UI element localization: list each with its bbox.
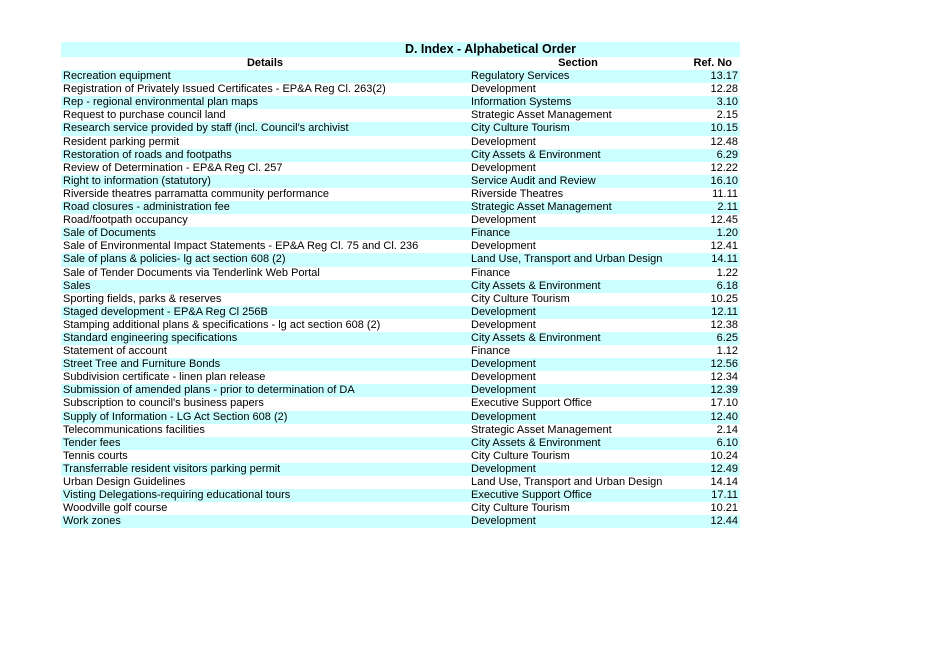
details-cell: Request to purchase council land	[63, 109, 226, 122]
section-cell: Service Audit and Review	[469, 175, 687, 188]
section-cell: Development	[471, 135, 536, 148]
details-cell: Sale of Tender Documents via Tenderlink Web Portal	[63, 266, 320, 279]
table-row	[61, 345, 740, 358]
table-row	[61, 411, 740, 424]
table-row	[61, 280, 740, 293]
section-cell: Development	[469, 463, 687, 476]
details-cell: Rep - regional environmental plan maps	[61, 96, 469, 109]
table-row	[61, 384, 740, 397]
section-cell: Finance	[469, 227, 687, 240]
table-row	[61, 253, 740, 266]
index-table	[61, 57, 740, 528]
ref-no-cell: 17.10	[710, 397, 738, 410]
ref-no-cell: 6.10	[687, 437, 740, 450]
ref-no-cell: 12.45	[710, 214, 738, 227]
ref-no-cell: 2.15	[716, 109, 738, 122]
page-title: D. Index - Alphabetical Order	[61, 42, 740, 57]
section-cell: Land Use, Transport and Urban Design	[471, 476, 663, 488]
details-cell: Supply of Information - LG Act Section 608 (2)	[61, 411, 469, 424]
details-cell: Street Tree and Furniture Bonds	[61, 358, 469, 371]
details-cell: Sporting fields, parks & reserves	[63, 292, 222, 305]
ref-no-cell: 10.24	[710, 449, 738, 462]
section-cell: Executive Support Office	[469, 489, 687, 502]
ref-no-cell: 3.10	[687, 96, 740, 109]
section-cell: Development	[471, 371, 536, 384]
section-cell: Development	[471, 318, 536, 331]
section-cell: Development	[469, 358, 687, 371]
table-row	[61, 136, 740, 149]
ref-no-cell: 12.49	[687, 463, 740, 476]
table-row	[61, 450, 740, 463]
ref-no-cell: 12.39	[687, 384, 740, 397]
section-cell: Strategic Asset Management	[471, 423, 612, 436]
details-cell: Tender fees	[61, 437, 469, 450]
section-cell: Development	[471, 240, 536, 253]
table-row	[61, 188, 740, 201]
section-cell: Information Systems	[469, 96, 687, 109]
section-cell: City Culture Tourism	[469, 122, 687, 135]
section-cell: Land Use, Transport and Urban Design	[469, 253, 687, 266]
ref-no-cell: 12.56	[687, 358, 740, 371]
ref-no-cell: 10.21	[710, 502, 738, 515]
details-cell: Resident parking permit	[63, 135, 180, 148]
details-cell: Sale of plans & policies- lg act section 608 (2)	[61, 253, 469, 266]
ref-no-cell: 16.10	[687, 175, 740, 188]
section-cell: City Culture Tourism	[471, 502, 570, 515]
details-cell: Statement of account	[63, 345, 167, 358]
ref-no-cell: 6.25	[687, 332, 740, 345]
header-ref-no: Ref. No	[693, 57, 732, 69]
details-cell: Subdivision certificate - linen plan release	[63, 371, 266, 384]
details-cell: Standard engineering specifications	[61, 332, 469, 345]
table-row	[61, 397, 740, 410]
table-row	[61, 96, 740, 109]
ref-no-cell: 10.25	[710, 292, 738, 305]
details-cell: Riverside theatres parramatta community performance	[63, 187, 329, 200]
table-row	[61, 319, 740, 332]
table-row	[61, 175, 740, 188]
details-cell: Restoration of roads and footpaths	[61, 149, 469, 162]
details-cell: Stamping additional plans & specifications - lg act section 608 (2)	[63, 318, 381, 331]
index-body	[61, 70, 740, 528]
ref-no-cell: 11.11	[712, 187, 738, 200]
table-row	[61, 515, 740, 528]
section-cell: City Culture Tourism	[471, 449, 570, 462]
ref-no-cell: 12.48	[710, 135, 738, 148]
ref-no-cell: 12.38	[710, 318, 738, 331]
table-row	[61, 162, 740, 175]
ref-no-cell: 12.28	[710, 83, 738, 96]
section-cell: Strategic Asset Management	[469, 201, 687, 214]
table-row	[61, 201, 740, 214]
details-cell: Work zones	[61, 515, 469, 528]
details-cell: Submission of amended plans - prior to determination of DA	[61, 384, 469, 397]
section-cell: Development	[469, 515, 687, 528]
section-cell: City Assets & Environment	[469, 280, 687, 293]
table-row	[61, 214, 740, 227]
table-row	[61, 267, 740, 280]
table-row	[61, 227, 740, 240]
details-cell: Sale of Environmental Impact Statements - EP&A Reg Cl. 75 and Cl. 236	[63, 240, 419, 253]
section-cell: Strategic Asset Management	[471, 109, 612, 122]
table-row	[61, 463, 740, 476]
table-row	[61, 149, 740, 162]
table-row	[61, 424, 740, 437]
details-cell: Review of Determination - EP&A Reg Cl. 257	[63, 161, 283, 174]
details-cell: Visting Delegations-requiring educational tours	[61, 489, 469, 502]
table-row	[61, 109, 740, 122]
table-row	[61, 70, 740, 83]
table-row	[61, 332, 740, 345]
ref-no-cell: 12.40	[687, 411, 740, 424]
section-cell: Development	[471, 83, 536, 96]
details-cell: Road closures - administration fee	[61, 201, 469, 214]
section-cell: City Assets & Environment	[469, 437, 687, 450]
table-row	[61, 293, 740, 306]
table-row	[61, 306, 740, 319]
header-section: Section	[558, 57, 598, 69]
header-details: Details	[246, 57, 284, 69]
details-cell: Registration of Privately Issued Certificates - EP&A Reg Cl. 263(2)	[63, 83, 386, 96]
table-row	[61, 502, 740, 515]
table-row	[61, 476, 740, 489]
section-cell: Riverside Theatres	[471, 187, 564, 200]
section-cell: Finance	[471, 345, 511, 358]
table-row	[61, 371, 740, 384]
ref-no-cell: 2.11	[687, 201, 740, 214]
details-cell: Woodville golf course	[63, 502, 168, 515]
ref-no-cell: 6.29	[687, 149, 740, 162]
section-cell: Development	[469, 306, 687, 319]
details-cell: Telecommunications facilities	[63, 423, 205, 436]
table-row	[61, 437, 740, 450]
ref-no-cell: 12.11	[687, 306, 740, 319]
ref-no-cell: 10.15	[687, 122, 740, 135]
details-cell: Urban Design Guidelines	[63, 476, 186, 488]
section-cell: City Assets & Environment	[469, 149, 687, 162]
details-cell: Sales	[61, 280, 469, 293]
section-cell: City Culture Tourism	[471, 292, 570, 305]
details-cell: Staged development - EP&A Reg Cl 256B	[61, 306, 469, 319]
ref-no-cell: 14.14	[710, 476, 738, 488]
section-cell: Regulatory Services	[469, 70, 687, 83]
section-cell: Development	[469, 411, 687, 424]
details-cell: Transferrable resident visitors parking permit	[61, 463, 469, 476]
table-row	[61, 83, 740, 96]
header-row	[61, 57, 740, 70]
details-cell: Research service provided by staff (incl. Council's archivist	[61, 122, 469, 135]
table-row	[61, 358, 740, 371]
details-cell: Recreation equipment	[61, 70, 469, 83]
section-cell: Development	[471, 161, 536, 174]
ref-no-cell: 12.41	[710, 240, 738, 253]
ref-no-cell: 12.22	[710, 161, 738, 174]
details-cell: Road/footpath occupancy	[63, 214, 188, 227]
details-cell: Sale of Documents	[61, 227, 469, 240]
ref-no-cell: 17.11	[687, 489, 740, 502]
details-cell: Tennis courts	[63, 449, 128, 462]
ref-no-cell: 12.34	[710, 371, 738, 384]
table-row	[61, 489, 740, 502]
details-cell: Right to information (statutory)	[61, 175, 469, 188]
section-cell: Development	[469, 384, 687, 397]
ref-no-cell: 2.14	[716, 423, 738, 436]
ref-no-cell: 14.11	[687, 253, 740, 266]
ref-no-cell: 1.22	[716, 266, 738, 279]
details-cell: Subscription to council's business papers	[63, 397, 264, 410]
index-sheet	[61, 42, 740, 528]
table-row	[61, 240, 740, 253]
ref-no-cell: 12.44	[687, 515, 740, 528]
ref-no-cell: 6.18	[687, 280, 740, 293]
ref-no-cell: 1.12	[716, 345, 738, 358]
ref-no-cell: 1.20	[687, 227, 740, 240]
ref-no-cell: 13.17	[687, 70, 740, 83]
section-cell: Executive Support Office	[471, 397, 592, 410]
section-cell: Finance	[471, 266, 511, 279]
section-cell: City Assets & Environment	[469, 332, 687, 345]
table-row	[61, 122, 740, 135]
section-cell: Development	[471, 214, 536, 227]
